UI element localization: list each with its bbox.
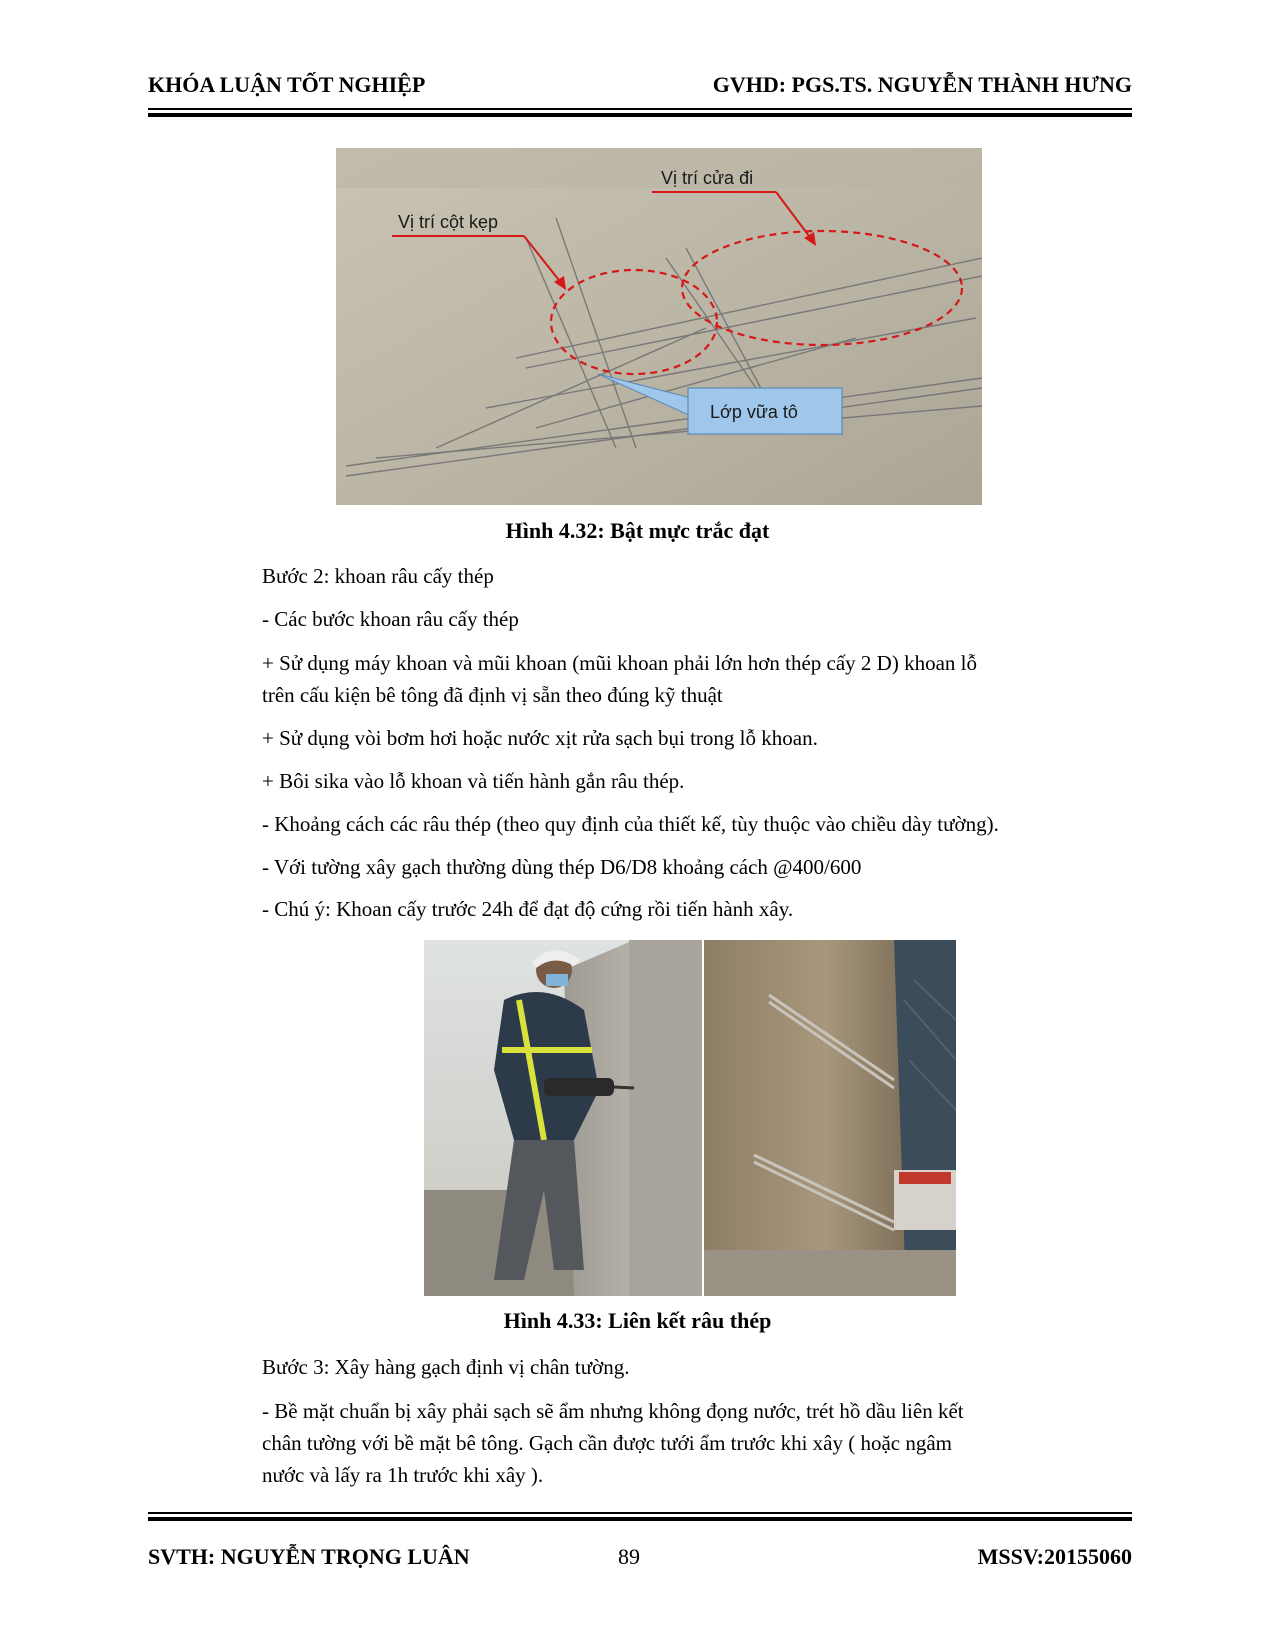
surface-prep-line-1: - Bề mặt chuẩn bị xây phải sạch sẽ ẩm nhưng không đọng nước, trét hồ dầu liên kết <box>262 1399 964 1423</box>
label-door-position: Vị trí cửa đi <box>661 168 754 188</box>
header-advisor: GVHD: PGS.TS. NGUYỄN THÀNH HƯNG <box>712 72 1132 97</box>
drilling-step-2: + Sử dụng vòi bơm hơi hoặc nước xịt rửa sạch bụi trong lỗ khoan. <box>262 726 818 750</box>
label-column-position: Vị trí cột kẹp <box>398 212 499 232</box>
footer-rule <box>148 1512 1132 1521</box>
surface-prep-line-2: chân tường với bề mặt bê tông. Gạch cần được tưới ẩm trước khi xây ( hoặc ngâm <box>262 1431 953 1455</box>
page-header <box>148 72 1132 102</box>
footer-student-id: MSSV:20155060 <box>977 1544 1132 1569</box>
drilling-step-1-line-2: trên cấu kiện bê tông đã định vị sẵn theo đúng kỹ thuật <box>262 683 723 707</box>
header-thesis-title: KHÓA LUẬN TỐT NGHIỆP <box>148 72 426 97</box>
figure-rebar-connection-photo <box>424 940 956 1296</box>
page-number: 89 <box>618 1544 640 1569</box>
label-plaster-layer: Lớp vữa tô <box>710 402 798 422</box>
drilling-steps: - Các bước khoan râu cấy thép <box>262 607 519 631</box>
step-3-heading: Bước 3: Xây hàng gạch định vị chân tường. <box>262 1355 630 1379</box>
rebar-spacing: - Khoảng cách các râu thép (theo quy định của thiết kế, tùy thuộc vào chiều dày tường). <box>262 812 999 836</box>
surface-prep-line-3: nước và lấy ra 1h trước khi xây ). <box>262 1463 544 1487</box>
rebar-installed-photo <box>704 940 956 1296</box>
drilling-step-3: + Bôi sika vào lỗ khoan và tiến hành gắn râu thép. <box>262 769 685 793</box>
figure-surveying-photo <box>336 148 982 505</box>
page-footer <box>148 1544 1132 1574</box>
drilling-worker-photo <box>424 940 702 1296</box>
drilling-note: - Chú ý: Khoan cấy trước 24h để đạt độ cứng rồi tiến hành xây. <box>262 897 794 921</box>
footer-student-name: SVTH: NGUYỄN TRỌNG LUÂN <box>148 1544 470 1569</box>
rebar-spec: - Với tường xây gạch thường dùng thép D6/D8 khoảng cách @400/600 <box>262 855 862 879</box>
step-2-heading: Bước 2: khoan râu cấy thép <box>262 564 494 588</box>
figure-4-33-caption: Hình 4.33: Liên kết râu thép <box>503 1308 772 1333</box>
figure-4-32-caption: Hình 4.32: Bật mực trắc đạt <box>505 518 770 543</box>
header-rule <box>148 108 1132 117</box>
drilling-step-1-line-1: + Sử dụng máy khoan và mũi khoan (mũi khoan phải lớn hơn thép cấy 2 D) khoan lỗ <box>262 651 977 675</box>
